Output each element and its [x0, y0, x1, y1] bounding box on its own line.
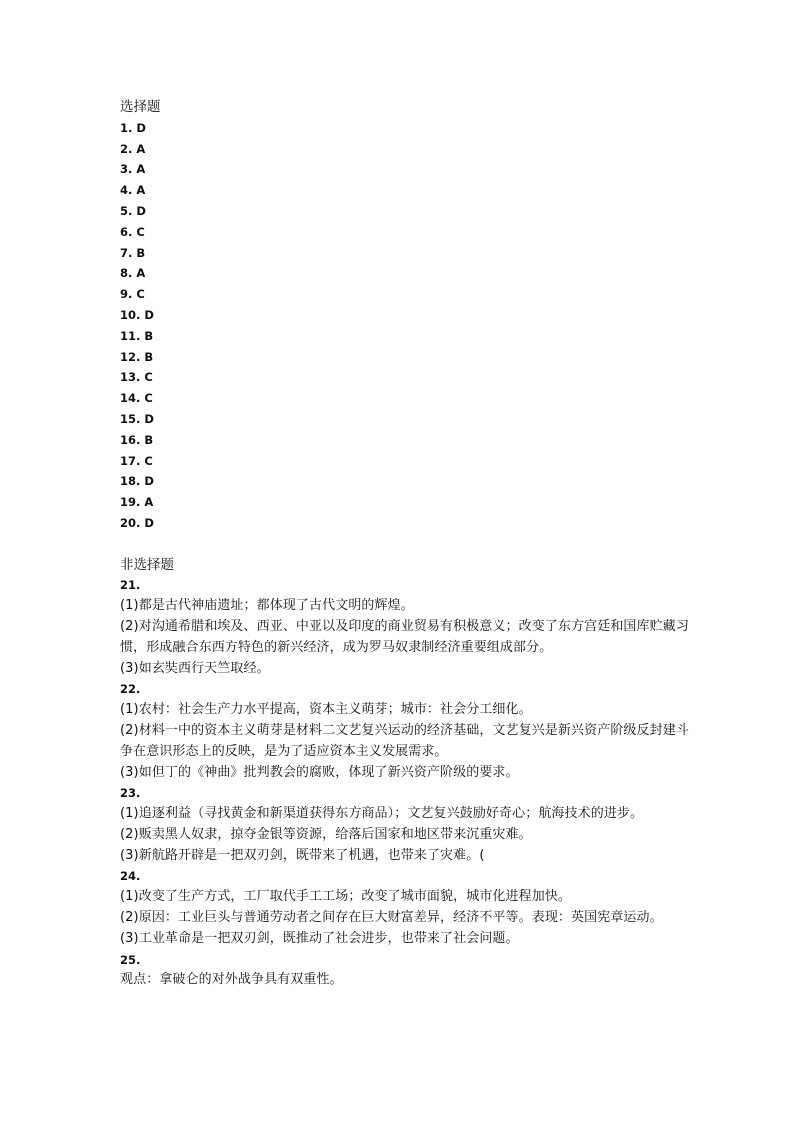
- mcq-answer: 13. C: [120, 370, 153, 385]
- answer-key-page: [120, 97, 690, 991]
- question-23: [120, 783, 690, 866]
- answer-line: (1)追逐利益（寻找黄金和新渠道获得东方商品）；文艺复兴鼓励好奇心；航海技术的进步。: [120, 806, 644, 822]
- question-number: 21.: [120, 578, 141, 593]
- mcq-answer-list: [120, 118, 690, 534]
- mcq-answer: 20. D: [120, 515, 154, 530]
- mcq-answer: 15. D: [120, 411, 154, 426]
- section-spacer: [120, 534, 690, 555]
- answer-line: (3)如玄奘西行天竺取经。: [120, 660, 270, 676]
- question-25: [120, 950, 690, 992]
- answer-line: (1)都是古代神庙遗址；都体现了古代文明的辉煌。: [120, 598, 414, 614]
- mcq-answer: 8. A: [120, 266, 146, 281]
- mcq-answer: 12. B: [120, 349, 154, 364]
- mcq-answer: 14. C: [120, 391, 153, 406]
- mcq-answer: 9. C: [120, 287, 145, 302]
- answer-line: (2)贩卖黑人奴隶，掠夺金银等资源，给落后国家和地区带来沉重灾难。: [120, 826, 532, 842]
- mcq-answer: 17. C: [120, 453, 153, 468]
- mcq-answer: 2. A: [120, 141, 146, 156]
- mcq-answer: 10. D: [120, 307, 154, 322]
- question-21: [120, 575, 690, 679]
- answer-line: (3)工业革命是一把双刃剑，既推动了社会进步，也带来了社会问题。: [120, 930, 519, 946]
- mcq-answer: 3. A: [120, 162, 146, 177]
- answer-line: 观点：拿破仑的对外战争具有双重性。: [120, 972, 343, 988]
- question-22: [120, 679, 690, 783]
- mcq-answer: 1. D: [120, 120, 146, 135]
- answer-line: (3)如但丁的《神曲》批判教会的腐败，体现了新兴资产阶级的要求。: [120, 764, 519, 780]
- answer-line: (1)改变了生产方式，工厂取代手工工场；改变了城市面貌，城市化进程加快。: [120, 889, 572, 905]
- open-heading: 非选择题: [120, 556, 174, 573]
- answer-line: (1)农村：社会生产力水平提高，资本主义萌芽；城市：社会分工细化。: [120, 702, 532, 718]
- mcq-heading: 选择题: [120, 99, 161, 115]
- mcq-answer: 19. A: [120, 495, 154, 510]
- question-number: 25.: [120, 952, 141, 967]
- question-number: 23.: [120, 786, 141, 801]
- mcq-answer: 18. D: [120, 474, 154, 489]
- mcq-answer: 5. D: [120, 203, 146, 218]
- mcq-answer: 16. B: [120, 432, 154, 447]
- mcq-answer: 4. A: [120, 183, 146, 198]
- mcq-answer: 6. C: [120, 224, 145, 239]
- mcq-answer: 7. B: [120, 245, 146, 260]
- answer-line: (2)材料一中的资本主义萌芽是材料二文艺复兴运动的经济基础，文艺复兴是新兴资产阶级反封建斗争在意识形态上的反映，是为了适应资本主义发展需求。: [120, 722, 689, 759]
- answer-line: (3)新航路开辟是一把双刃剑，既带来了机遇，也带来了灾难。(: [120, 847, 485, 863]
- mcq-answer: 11. B: [120, 328, 154, 343]
- question-number: 22.: [120, 682, 141, 697]
- answer-line: (2)原因：工业巨头与普通劳动者之间存在巨大财富差异，经济不平等。表现：英国宪章运动。: [120, 910, 663, 926]
- question-number: 24.: [120, 869, 141, 884]
- question-24: [120, 866, 690, 949]
- answer-line: (2)对沟通希腊和埃及、西亚、中亚以及印度的商业贸易有积极意义；改变了东方宫廷和国库贮藏习惯，形成融合东西方特色的新兴经济，成为罗马奴隶制经济重要组成部分。: [120, 618, 689, 655]
